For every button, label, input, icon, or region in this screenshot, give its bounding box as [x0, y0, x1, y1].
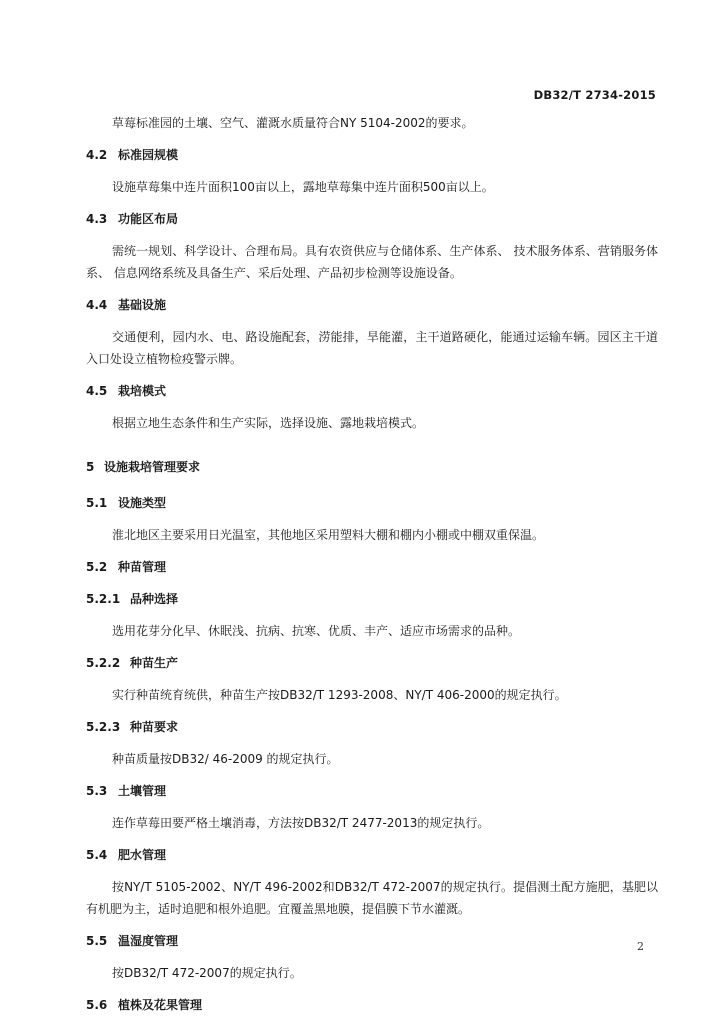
- section-number: 5.2.3: [86, 720, 121, 734]
- section-number: 5.1: [86, 496, 108, 510]
- paragraph: 选用花芽分化早、休眠浅、抗病、抗寒、优质、丰产、适应市场需求的品种。: [112, 624, 521, 638]
- section-heading-4-4: [86, 294, 658, 316]
- section-title: 栽培模式: [118, 384, 167, 398]
- section-number: 5.2.1: [86, 592, 121, 606]
- section-number: 4.3: [86, 212, 108, 226]
- section-heading-5-2-3: [86, 716, 658, 738]
- section-heading-5-3: [86, 780, 658, 802]
- section-number: 4.2: [86, 148, 108, 162]
- chapter-heading-5: [86, 456, 658, 478]
- section-heading-5-5: [86, 930, 658, 952]
- paragraph: 交通便利，园内水、电、路设施配套，涝能排，旱能灌，主干道路硬化，能通过运输车辆。园区主干道入口处设立植物检疫警示牌。: [86, 330, 658, 366]
- section-title: 设施类型: [118, 496, 167, 510]
- section-title: 种苗生产: [130, 656, 179, 670]
- section-number: 5.5: [86, 934, 108, 948]
- section-heading-5-2-1: [86, 588, 658, 610]
- paragraph: 设施草莓集中连片面积100亩以上，露地草莓集中连片面积500亩以上。: [112, 180, 494, 194]
- section-number: 4.4: [86, 298, 108, 312]
- paragraph: 按NY/T 5105-2002、NY/T 496-2002和DB32/T 472-2007的规定执行。提倡测土配方施肥，基肥以有机肥为主，适时追肥和根外追肥。宜覆盖黑地膜，提倡膜下节水灌溉。: [86, 880, 658, 916]
- section-heading-5-2: [86, 556, 658, 578]
- paragraph: 需统一规划、科学设计、合理布局。具有农资供应与仓储体系、生产体系、 技术服务体系、营销服务体系、 信息网络系统及具备生产、采后处理、产品初步检测等设施设备。: [86, 244, 658, 280]
- section-title: 植株及花果管理: [118, 998, 203, 1012]
- paragraph: 连作草莓田要严格土壤消毒，方法按DB32/T 2477-2013的规定执行。: [112, 816, 490, 830]
- section-title: 种苗要求: [130, 720, 179, 734]
- document-body: [86, 112, 658, 1016]
- section-heading-4-5: [86, 380, 658, 402]
- paragraph: 按DB32/T 472-2007的规定执行。: [112, 966, 302, 980]
- document-code: DB32/T 2734-2015: [533, 88, 656, 102]
- paragraph: 淮北地区主要采用日光温室，其他地区采用塑料大棚和棚内小棚或中棚双重保温。: [112, 528, 545, 542]
- paragraph: 实行种苗统育统供，种苗生产按DB32/T 1293-2008、NY/T 406-2000的规定执行。: [112, 688, 567, 702]
- section-title: 种苗管理: [118, 560, 167, 574]
- section-heading-5-6: [86, 994, 658, 1016]
- section-heading-5-4: [86, 844, 658, 866]
- section-title: 设施栽培管理要求: [104, 460, 201, 474]
- section-title: 标准园规模: [118, 148, 179, 162]
- section-number: 5: [86, 460, 95, 474]
- section-number: 5.3: [86, 784, 108, 798]
- section-heading-4-2: [86, 144, 658, 166]
- section-title: 土壤管理: [118, 784, 167, 798]
- section-title: 肥水管理: [118, 848, 167, 862]
- section-title: 品种选择: [130, 592, 179, 606]
- section-number: 5.6: [86, 998, 108, 1012]
- section-title: 基础设施: [118, 298, 167, 312]
- paragraph: 根据立地生态条件和生产实际，选择设施、露地栽培模式。: [112, 416, 425, 430]
- section-heading-5-1: [86, 492, 658, 514]
- section-title: 功能区布局: [118, 212, 179, 226]
- page-number: 2: [637, 940, 644, 953]
- section-title: 温湿度管理: [118, 934, 179, 948]
- section-number: 5.2: [86, 560, 108, 574]
- section-number: 5.2.2: [86, 656, 121, 670]
- section-heading-4-3: [86, 208, 658, 230]
- section-heading-5-2-2: [86, 652, 658, 674]
- section-number: 5.4: [86, 848, 108, 862]
- section-number: 4.5: [86, 384, 108, 398]
- paragraph: 种苗质量按DB32/ 46-2009 的规定执行。: [112, 752, 339, 766]
- paragraph: 草莓标准园的土壤、空气、灌溉水质量符合NY 5104-2002的要求。: [112, 116, 474, 130]
